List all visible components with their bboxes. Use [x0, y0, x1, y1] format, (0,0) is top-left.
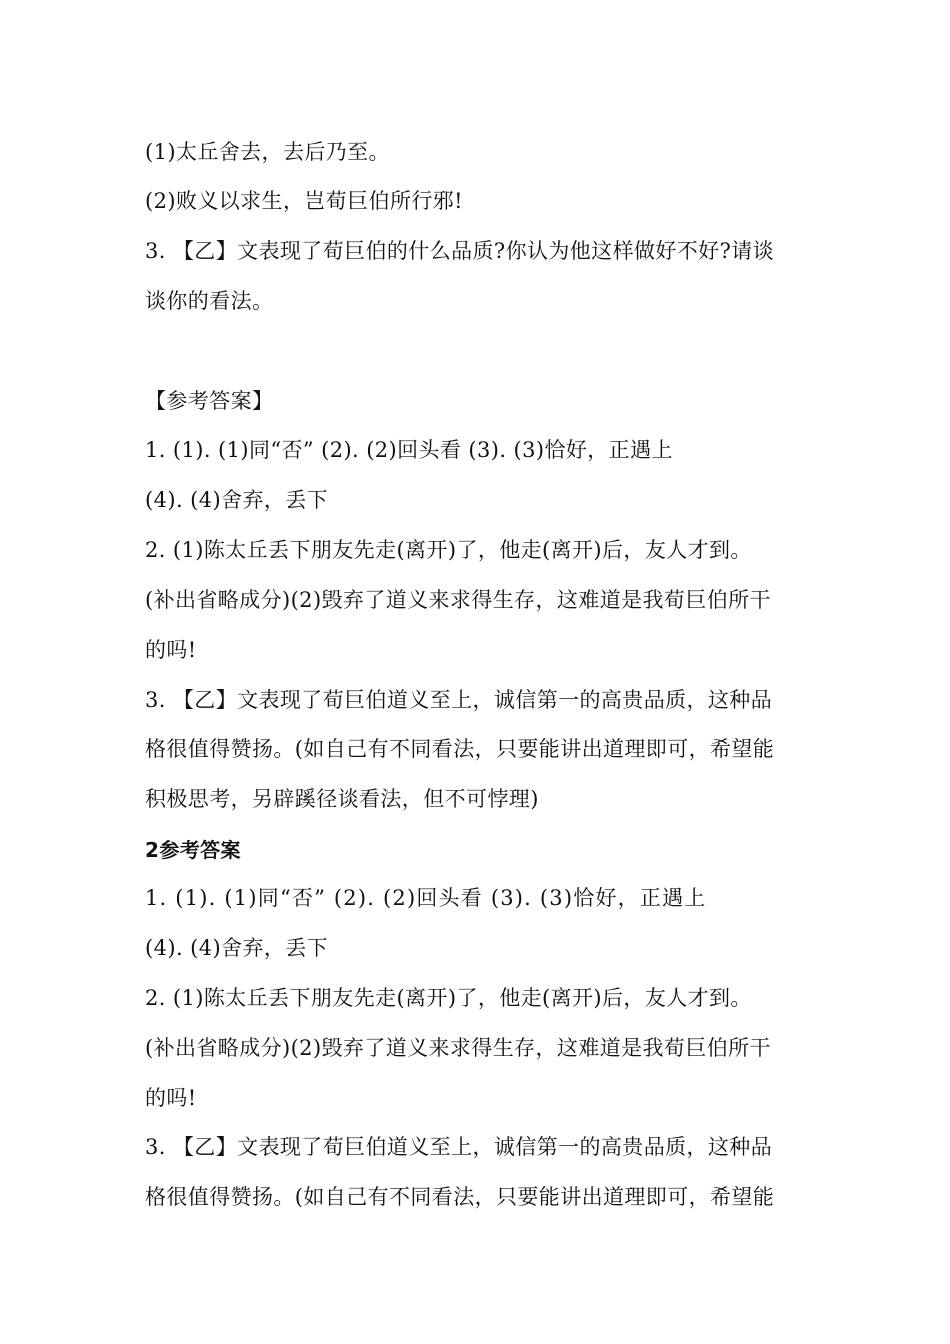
text-line: 3. 【乙】文表现了荀巨伯的什么品质?你认为他这样做好不好?请谈 — [145, 239, 775, 263]
text-line: 的吗! — [145, 1086, 197, 1110]
text-line: 格很值得赞扬。(如自己有不同看法，只要能讲出道理即可，希望能 — [145, 1185, 775, 1209]
text-line: 2. (1)陈太丘丢下朋友先走(离开)了，他走(离开)后，友人才到。 — [145, 538, 752, 562]
text-line: (1)太丘舍去，去后乃至。 — [145, 140, 390, 164]
answer-heading-2: 2参考答案 — [145, 838, 241, 862]
text-line: 积极思考，另辟蹊径谈看法，但不可悖理) — [145, 787, 539, 811]
text-line: (2)败义以求生，岂荀巨伯所行邪! — [145, 189, 463, 213]
text-line: (补出省略成分)(2)毁弃了道义来求得生存，这难道是我荀巨伯所干 — [145, 1036, 771, 1060]
text-line: 3. 【乙】文表现了荀巨伯道义至上，诚信第一的高贵品质，这种品 — [145, 1135, 773, 1159]
text-line: 的吗! — [145, 638, 197, 662]
text-line: (补出省略成分)(2)毁弃了道义来求得生存，这难道是我荀巨伯所干 — [145, 588, 771, 612]
text-line: 谈你的看法。 — [145, 289, 274, 313]
text-line: 1. (1). (1)同“否” (2). (2)回头看 (3). (3)恰好，正遇上 — [145, 438, 673, 462]
text-line: 格很值得赞扬。(如自己有不同看法，只要能讲出道理即可，希望能 — [145, 737, 775, 761]
answer-heading: 【参考答案】 — [145, 389, 274, 413]
text-line: (4). (4)舍弃，丢下 — [145, 936, 329, 960]
text-line: 2. (1)陈太丘丢下朋友先走(离开)了，他走(离开)后，友人才到。 — [145, 986, 752, 1010]
text-line: (4). (4)舍弃，丢下 — [145, 488, 329, 512]
text-line: 3. 【乙】文表现了荀巨伯道义至上，诚信第一的高贵品质，这种品 — [145, 688, 773, 712]
text-line: 1. (1). (1)同“否” (2). (2)回头看 (3). (3)恰好，正遇上 — [145, 886, 707, 910]
